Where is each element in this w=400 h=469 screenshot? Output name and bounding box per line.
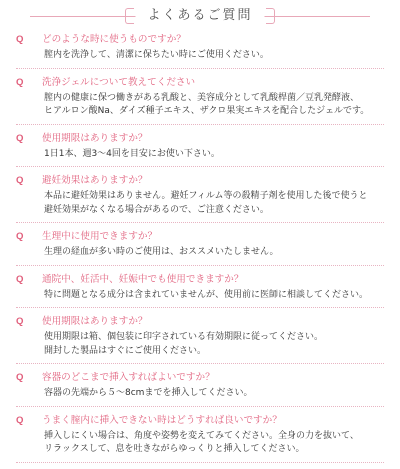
faq-answer	[44, 190, 382, 217]
faq-item	[0, 413, 400, 463]
faq-answer-line: 避妊効果がなくなる場合があるので、ご注意ください。	[44, 204, 269, 215]
faq-item	[0, 32, 400, 69]
faq-answer-line: 挿入しにくい場合は、角度や姿勢を変えてみてください。全身の力を抜いて、	[44, 430, 359, 441]
faq-divider	[16, 265, 384, 266]
faq-answer-line: 特に問題となる成分は含まれていませんが、使用前に医師に相談してください。	[44, 289, 369, 300]
faq-question-text: 避妊効果はありますか？	[42, 175, 148, 186]
faq-divider	[16, 166, 384, 167]
faq-question-row	[0, 173, 400, 188]
question-mark-label: Q	[16, 316, 24, 327]
faq-answer	[44, 289, 382, 303]
faq-answer-line: 容器の先端から５～8cmまでを挿入してください。	[44, 388, 253, 398]
faq-divider	[16, 124, 384, 125]
faq-question-text: 容器のどこまで挿入すればよいですか？	[42, 372, 215, 383]
faq-question-text: どのような時に使うものですか？	[42, 34, 186, 45]
header-right-bracket-decoration	[266, 8, 275, 24]
faq-item	[0, 131, 400, 168]
faq-question-row	[0, 229, 400, 244]
faq-answer-line: 1日1本、週3～4回を目安にお使い下さい。	[44, 148, 220, 159]
faq-question-row	[0, 314, 400, 329]
faq-divider	[16, 222, 384, 223]
faq-answer	[44, 148, 382, 162]
faq-question-row	[0, 32, 400, 47]
faq-question-text: 生理中に使用できますか？	[42, 231, 158, 242]
faq-item	[0, 314, 400, 364]
faq-answer	[44, 387, 382, 401]
faq-item	[0, 229, 400, 266]
faq-item	[0, 173, 400, 223]
faq-answer-line: 本品に避妊効果はありません。避妊フィルム等の殺精子剤を使用した後で使うと	[44, 191, 368, 201]
faq-answer-line: 使用期限は箱、個包装に印字されている有効期限に従ってください。	[44, 332, 324, 342]
faq-answer-line: 生理の経血が多い時のご使用は、おススメいたしません。	[44, 247, 279, 257]
faq-answer	[44, 246, 382, 260]
faq-question-text: 洗浄ジェルについて教えてください	[42, 76, 196, 88]
faq-divider	[16, 307, 384, 308]
faq-answer	[44, 49, 382, 63]
faq-answer-line: 膣内の健康に保つ働きがある乳酸と、美容成分として乳酸桿菌／豆乳発酵液、	[44, 92, 360, 103]
faq-item	[0, 370, 400, 407]
faq-question-text: うまく膣内に挿入できない時はどうすれば良いですか？	[42, 414, 282, 426]
faq-list	[0, 32, 400, 469]
faq-divider	[16, 406, 384, 407]
header-left-bracket-decoration	[125, 8, 134, 24]
faq-question-text: 通院中、妊活中、妊娠中でも使用できますか？	[42, 273, 244, 285]
faq-divider	[16, 68, 384, 69]
question-mark-label: Q	[16, 34, 24, 45]
faq-answer	[44, 430, 382, 457]
faq-question-row	[0, 413, 400, 428]
faq-question-text: 使用期限はありますか？	[42, 316, 148, 327]
page-header	[0, 0, 400, 28]
faq-answer-line: ヒアルロン酸Na、ダイズ種子エキス、ザクロ果実エキスを配合したジェルです。	[44, 106, 370, 116]
faq-answer	[44, 92, 382, 119]
question-mark-label: Q	[16, 231, 24, 242]
faq-question-row	[0, 131, 400, 146]
faq-question-row	[0, 370, 400, 385]
question-mark-label: Q	[16, 76, 24, 88]
faq-item	[0, 75, 400, 125]
faq-divider	[16, 363, 384, 364]
faq-answer-line: リラックスして、息を吐きながらゆっくりと挿入してください。	[44, 444, 305, 454]
faq-question-row	[0, 272, 400, 287]
question-mark-label: Q	[16, 175, 24, 186]
faq-answer-line: 開封した製品はすぐにご使用ください。	[44, 345, 207, 356]
faq-item	[0, 272, 400, 309]
question-mark-label: Q	[16, 372, 24, 383]
faq-question-row	[0, 75, 400, 90]
question-mark-label: Q	[16, 414, 24, 426]
faq-question-text: 使用期限はありますか？	[42, 132, 148, 144]
question-mark-label: Q	[16, 132, 24, 144]
faq-divider	[16, 462, 384, 463]
page-title: よくあるご質問	[135, 6, 264, 26]
question-mark-label: Q	[16, 273, 24, 285]
faq-answer	[44, 331, 382, 358]
faq-answer-line: 膣内を洗浄して、清潔に保ちたい時にご使用ください。	[44, 50, 269, 60]
